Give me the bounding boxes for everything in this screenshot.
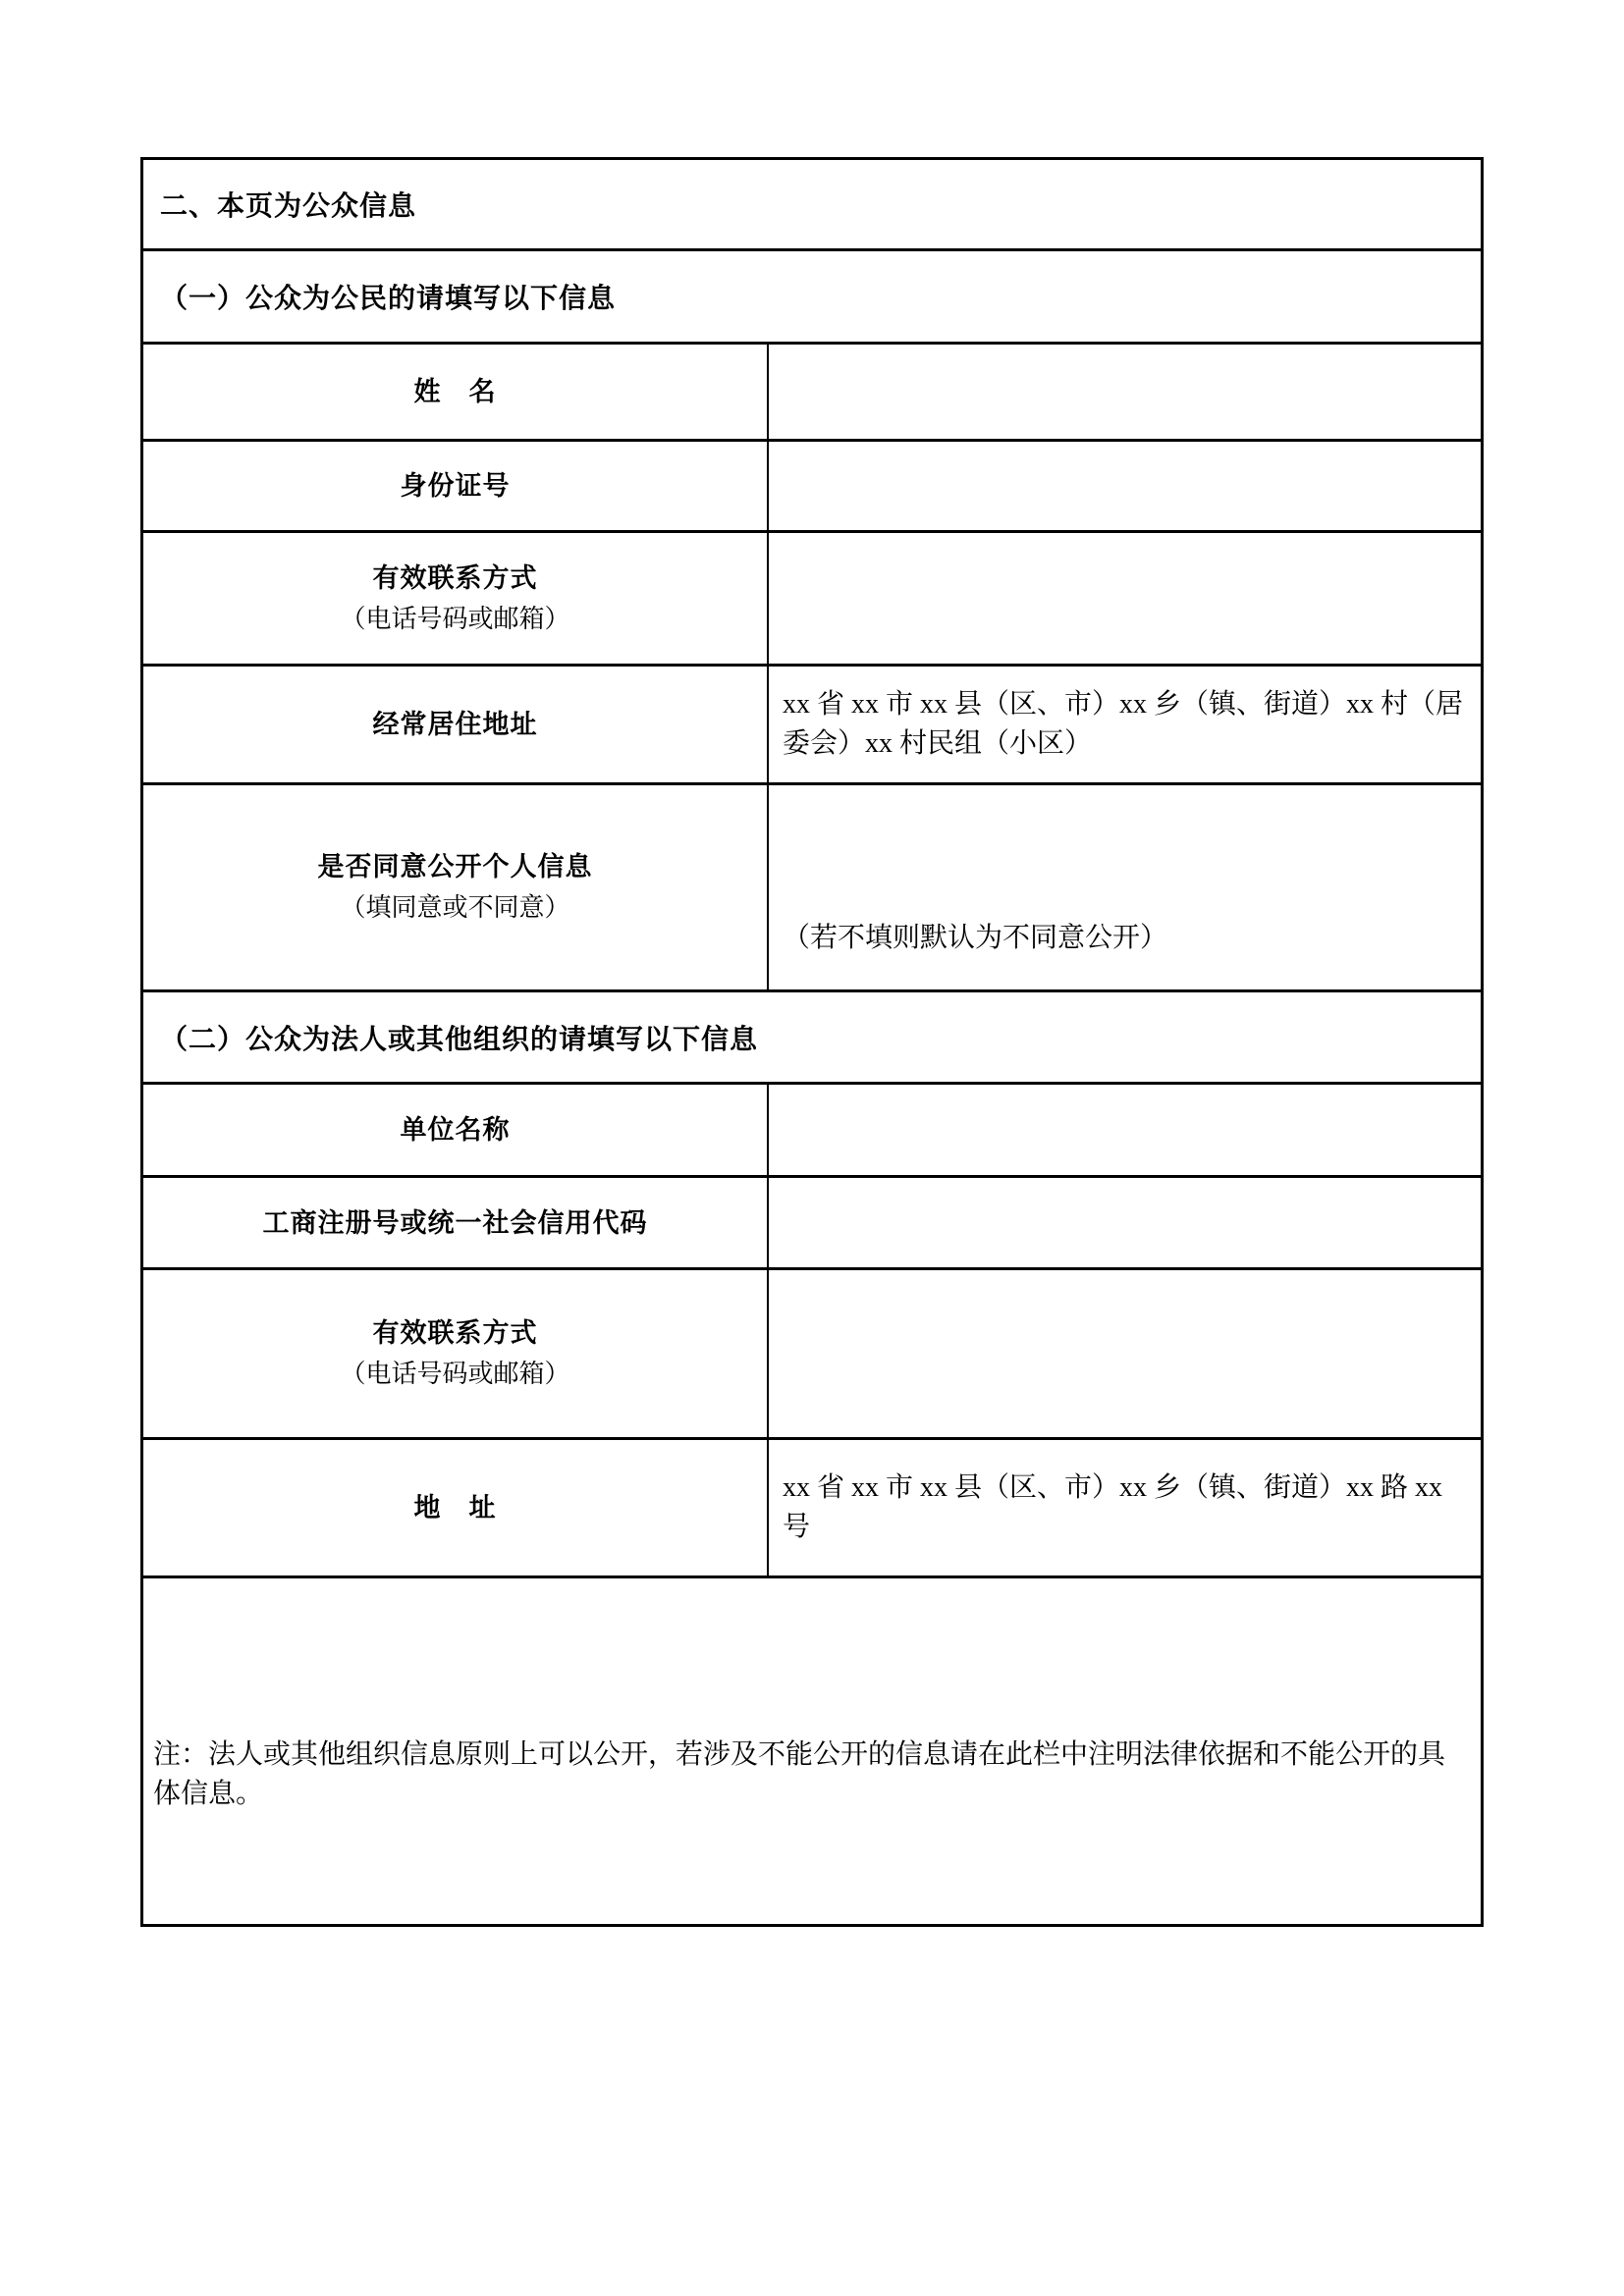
consent-label-main: 是否同意公开个人信息 — [317, 852, 593, 881]
consent-default-hint: （若不填则默认为不同意公开） — [783, 923, 1168, 953]
row-name — [143, 345, 1481, 442]
org-name-label: 单位名称 — [143, 1085, 769, 1175]
citizen-contact-input-cell[interactable] — [769, 533, 1481, 664]
row-org-contact — [143, 1270, 1481, 1440]
row-section1-header — [143, 251, 1481, 345]
row-note — [143, 1578, 1481, 1924]
org-address-label: 地 址 — [143, 1440, 769, 1575]
residence-address-input-cell[interactable] — [769, 667, 1481, 782]
section2-header: （二）公众为法人或其他组织的请填写以下信息 — [160, 1024, 759, 1055]
citizen-contact-label-main: 有效联系方式 — [372, 562, 538, 593]
row-consent — [143, 785, 1481, 992]
consent-input-cell[interactable] — [769, 785, 1481, 989]
residence-address-template-text: xx 省 xx 市 xx 县（区、市）xx 乡（镇、街道）xx 村（居委会）xx 村民组（小区） — [783, 689, 1464, 759]
org-contact-label-note: （电话号码或邮箱） — [340, 1360, 570, 1388]
citizen-contact-label-note: （电话号码或邮箱） — [340, 604, 570, 633]
row-page-title — [143, 160, 1481, 251]
id-number-input-cell[interactable] — [769, 442, 1481, 530]
reg-code-input-cell[interactable] — [769, 1178, 1481, 1267]
org-contact-label-main: 有效联系方式 — [372, 1318, 538, 1348]
citizen-contact-label — [143, 533, 769, 664]
name-input-cell[interactable] — [769, 345, 1481, 439]
org-address-template-text: xx 省 xx 市 xx 县（区、市）xx 乡（镇、街道）xx 路 xx 号 — [783, 1472, 1443, 1542]
legal-note-text: 注：法人或其他组织信息原则上可以公开，若涉及不能公开的信息请在此栏中注明法律依据和不能公开的具体信息。 — [153, 1739, 1446, 1809]
row-id-number — [143, 442, 1481, 533]
page-title: 二、本页为公众信息 — [160, 191, 417, 222]
consent-label — [143, 785, 769, 989]
consent-label-note: （填同意或不同意） — [340, 893, 570, 922]
org-contact-label — [143, 1270, 769, 1437]
id-number-label: 身份证号 — [143, 442, 769, 530]
org-address-input-cell[interactable] — [769, 1440, 1481, 1575]
public-info-form-table — [140, 157, 1484, 1927]
reg-code-label: 工商注册号或统一社会信用代码 — [143, 1178, 769, 1267]
row-org-address — [143, 1440, 1481, 1578]
section1-header: （一）公众为公民的请填写以下信息 — [160, 284, 617, 314]
row-org-name — [143, 1085, 1481, 1178]
row-residence-address — [143, 667, 1481, 785]
org-name-input-cell[interactable] — [769, 1085, 1481, 1175]
name-label: 姓 名 — [143, 345, 769, 439]
row-section2-header — [143, 992, 1481, 1085]
row-citizen-contact — [143, 533, 1481, 667]
residence-address-label: 经常居住地址 — [143, 667, 769, 782]
org-contact-input-cell[interactable] — [769, 1270, 1481, 1437]
row-reg-code — [143, 1178, 1481, 1270]
